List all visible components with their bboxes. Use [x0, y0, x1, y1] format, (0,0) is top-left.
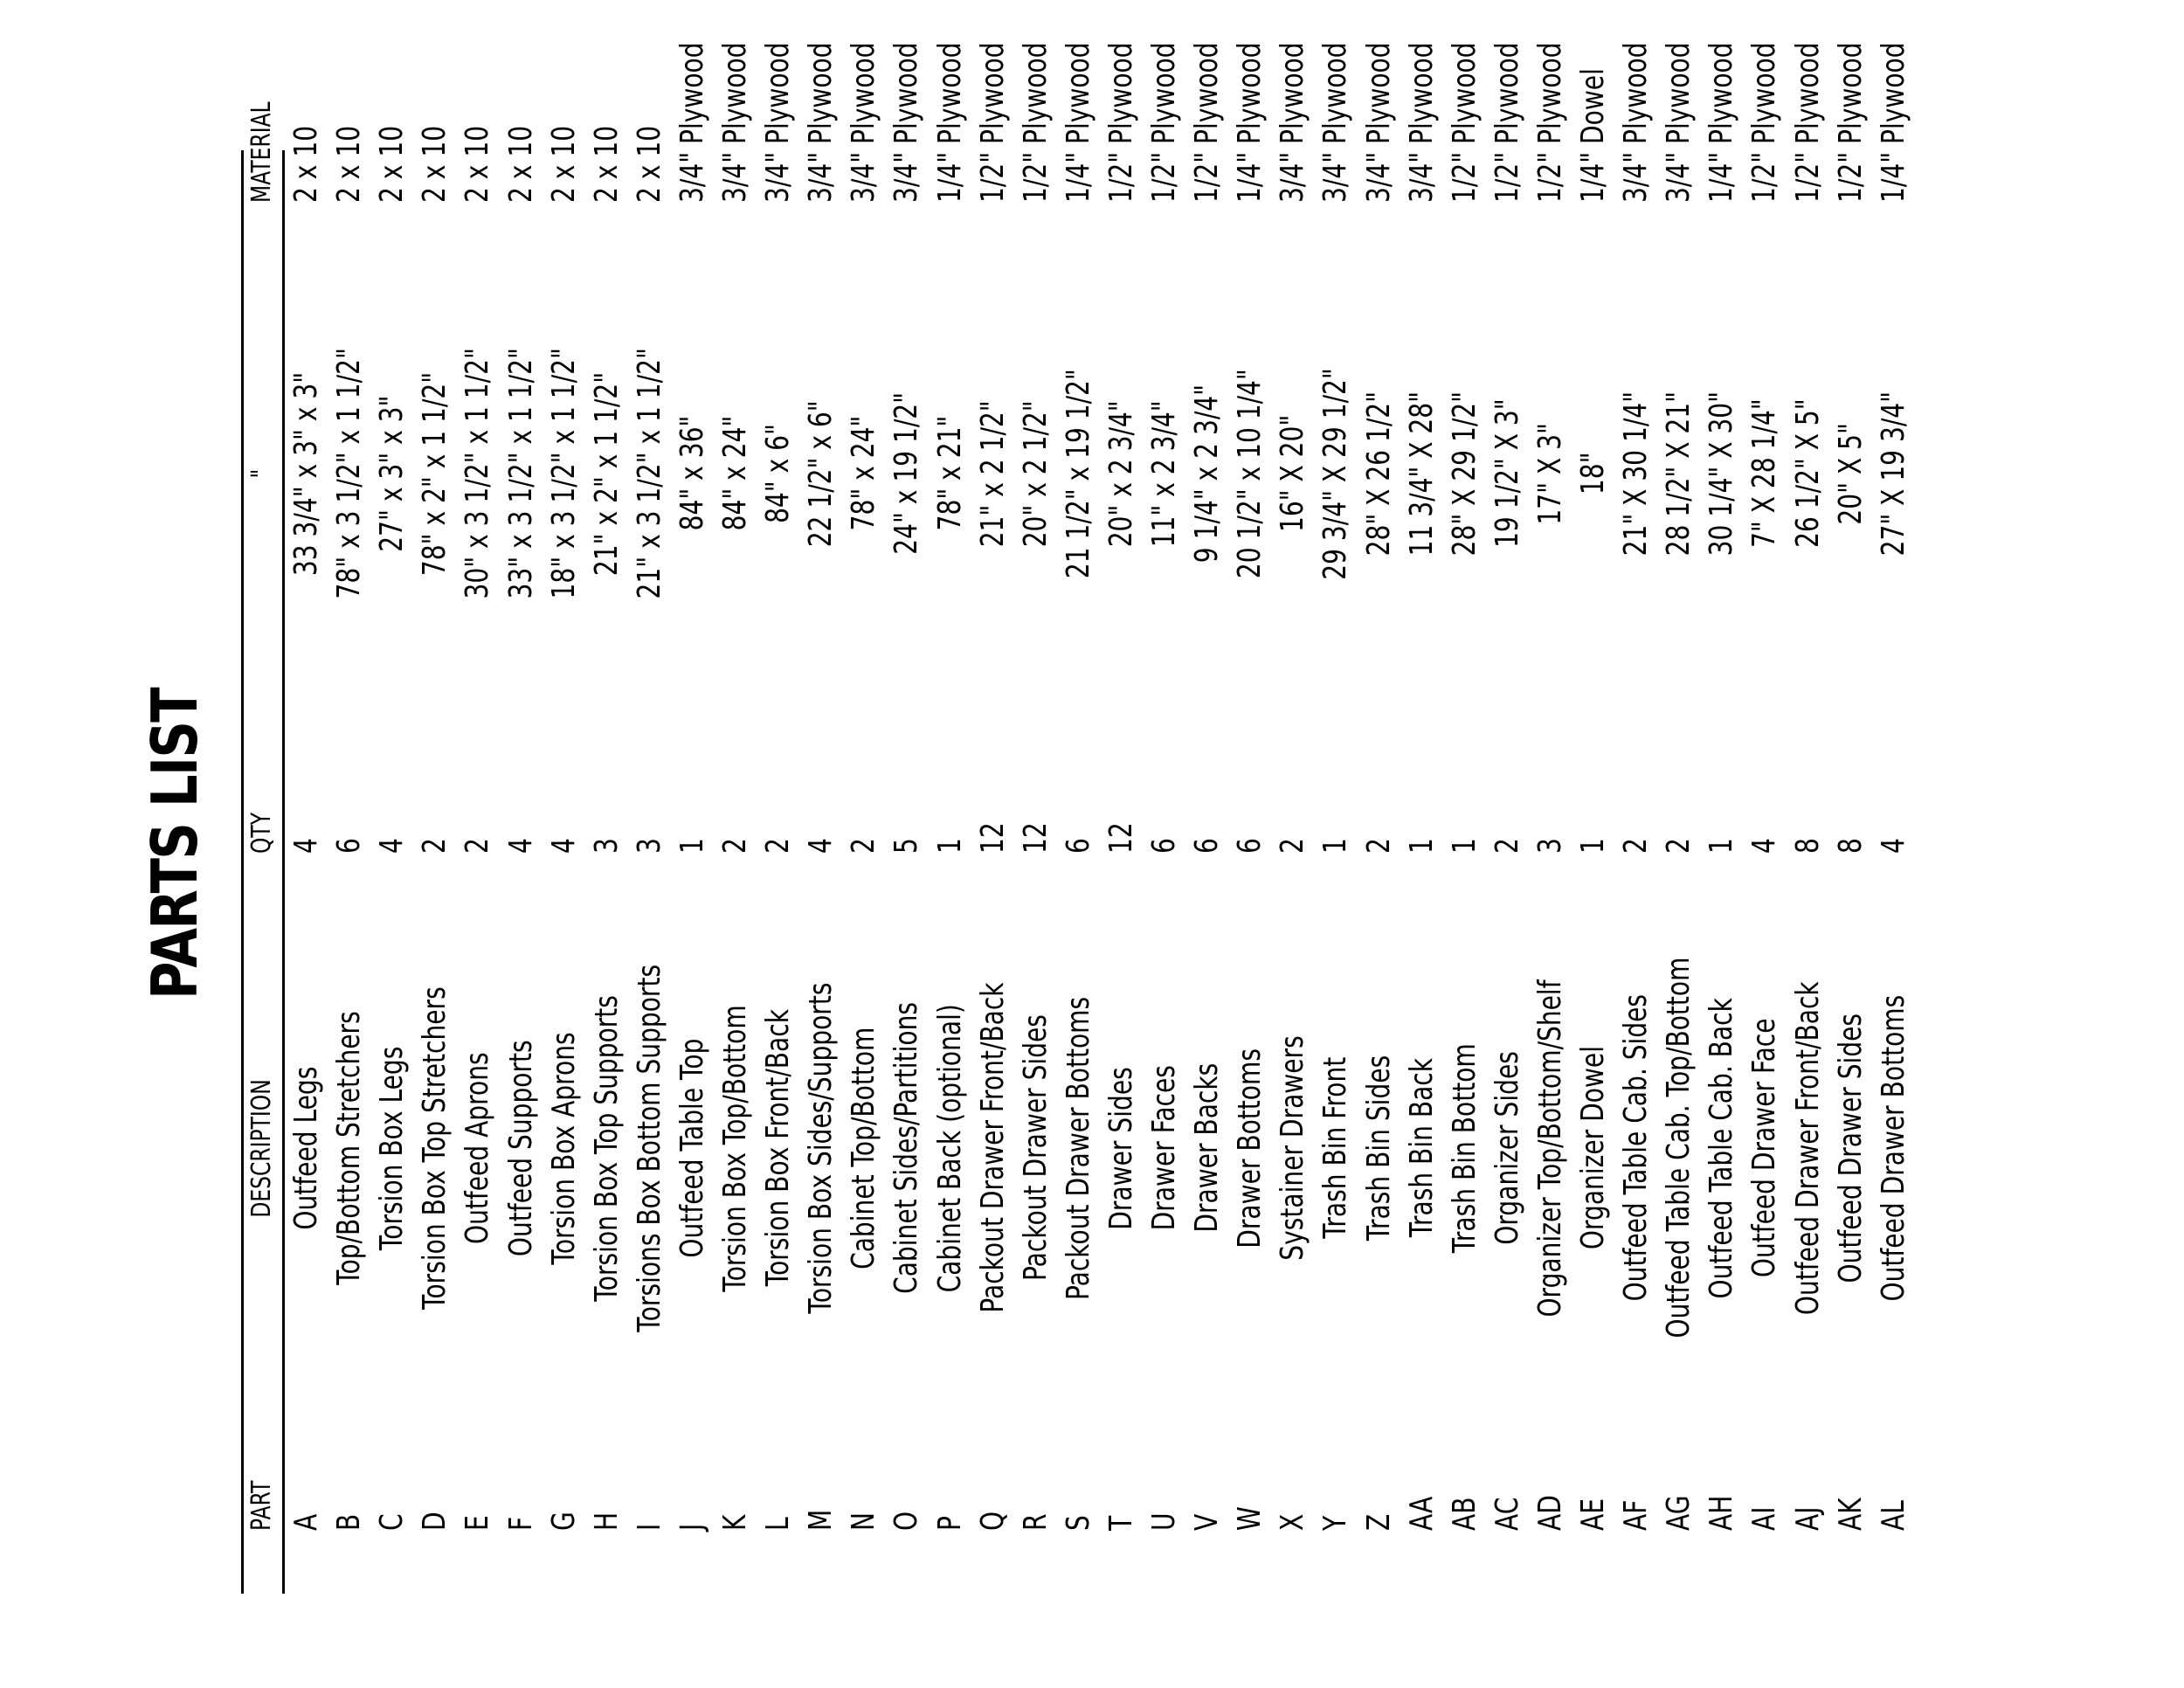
dimensions-cell: 9 1/4" x 2 3/4" — [1189, 384, 1226, 564]
material-cell: 1/2" Plywood — [1189, 42, 1226, 203]
description-cell: Organizer Dowel — [1575, 1046, 1611, 1250]
description-cell: Drawer Backs — [1189, 1063, 1226, 1233]
header-part: PART — [246, 1480, 277, 1531]
material-cell: 3/4" Plywood — [803, 42, 840, 203]
qty-cell: 1 — [1446, 838, 1482, 854]
qty-cell: 6 — [1146, 838, 1182, 854]
description-cell: Trash Bin Back — [1403, 1058, 1440, 1238]
description-cell: Outfeed Drawer Sides — [1832, 1013, 1869, 1283]
qty-cell: 1 — [1403, 838, 1440, 854]
qty-cell: 4 — [502, 838, 539, 854]
dimensions-cell: 19 1/2" X 3" — [1489, 398, 1525, 549]
material-cell: 1/4" Plywood — [1232, 42, 1268, 203]
part-cell: W — [1232, 1506, 1268, 1531]
description-cell: Trash Bin Sides — [1360, 1055, 1397, 1242]
material-cell: 1/4" Plywood — [931, 42, 968, 203]
dimensions-cell: 20" x 2 3/4" — [1102, 399, 1139, 548]
part-cell: R — [1017, 1513, 1054, 1531]
description-cell: Torsion Box Legs — [374, 1046, 411, 1250]
part-cell: X — [1275, 1513, 1311, 1531]
dimensions-cell: 21" x 3 1/2" x 1 1/2" — [631, 348, 667, 599]
qty-cell: 2 — [717, 838, 753, 854]
dimensions-cell: 30" x 3 1/2" x 1 1/2" — [460, 348, 496, 599]
qty-cell: 4 — [1746, 838, 1783, 854]
dimensions-cell: 27" x 3" x 3" — [374, 395, 411, 552]
part-cell: I — [631, 1523, 667, 1531]
description-cell: Systainer Drawers — [1275, 1035, 1311, 1261]
dimensions-cell: 30 1/4" X 30" — [1704, 391, 1740, 557]
part-cell: T — [1102, 1515, 1139, 1531]
dimensions-cell: 27" X 19 3/4" — [1875, 391, 1911, 557]
part-cell: S — [1060, 1515, 1096, 1531]
dimensions-cell: 26 1/2" X 5" — [1789, 398, 1826, 549]
qty-cell: 2 — [1618, 838, 1655, 854]
dimensions-cell: 20 1/2" x 10 1/4" — [1232, 369, 1268, 578]
qty-cell: 6 — [1189, 838, 1226, 854]
dimensions-cell: 21" x 2 1/2" — [974, 399, 1011, 548]
material-cell: 2 x 10 — [631, 125, 667, 203]
description-cell: Cabinet Sides/Partitions — [888, 1002, 925, 1294]
description-cell: Torsions Box Bottom Supports — [631, 964, 667, 1332]
description-cell: Drawer Sides — [1102, 1066, 1139, 1230]
material-cell: 2 x 10 — [502, 125, 539, 203]
description-cell: Outfeed Supports — [502, 1040, 539, 1256]
dimensions-cell: 21 1/2" x 19 1/2" — [1060, 369, 1096, 578]
part-cell: AH — [1704, 1495, 1740, 1531]
table-top-rule — [241, 150, 244, 1594]
material-cell: 2 x 10 — [288, 125, 324, 203]
material-cell: 1/4" Plywood — [1060, 42, 1096, 203]
dimensions-cell: 18" x 3 1/2" x 1 1/2" — [545, 348, 582, 599]
part-cell: M — [803, 1509, 840, 1531]
header-bottom-rule — [282, 150, 285, 1594]
part-cell: AD — [1531, 1495, 1568, 1531]
description-cell: Trash Bin Front — [1317, 1057, 1354, 1239]
header-description: DESCRIPTION — [246, 1078, 277, 1218]
description-cell: Packout Drawer Front/Back — [974, 982, 1011, 1314]
part-cell: AC — [1489, 1497, 1525, 1531]
dimensions-cell: 84" x 6" — [760, 424, 797, 523]
qty-cell: 12 — [974, 822, 1011, 854]
qty-cell: 4 — [374, 838, 411, 854]
dimensions-cell: 21" X 30 1/4" — [1618, 391, 1655, 557]
part-cell: H — [588, 1512, 625, 1531]
qty-cell: 1 — [1317, 838, 1354, 854]
description-cell: Top/Bottom Stretchers — [331, 1011, 368, 1285]
dimensions-cell: 11" x 2 3/4" — [1146, 399, 1182, 548]
header-material: MATERIAL — [246, 101, 277, 203]
dimensions-cell: 33 3/4" x 3" x 3" — [288, 371, 324, 576]
material-cell: 3/4" Plywood — [888, 42, 925, 203]
part-cell: Q — [974, 1511, 1011, 1531]
qty-cell: 8 — [1832, 838, 1869, 854]
material-cell: 3/4" Plywood — [846, 42, 882, 203]
part-cell: L — [760, 1517, 797, 1531]
part-cell: AJ — [1789, 1506, 1826, 1531]
part-cell: V — [1189, 1513, 1226, 1531]
part-cell: A — [288, 1513, 324, 1531]
description-cell: Packout Drawer Sides — [1017, 1014, 1054, 1282]
part-cell: U — [1146, 1512, 1182, 1531]
dimensions-cell: 17" X 3" — [1531, 422, 1568, 525]
material-cell: 3/4" Plywood — [1618, 42, 1655, 203]
material-cell: 1/2" Plywood — [1832, 42, 1869, 203]
dimensions-cell: 21" x 2" x 1 1/2" — [588, 371, 625, 576]
qty-cell: 1 — [1704, 838, 1740, 854]
description-cell: Torsion Box Top Stretchers — [417, 986, 453, 1310]
material-cell: 1/2" Plywood — [1489, 42, 1525, 203]
description-cell: Outfeed Legs — [288, 1066, 324, 1230]
description-cell: Outfeed Table Cab. Back — [1704, 997, 1740, 1299]
part-cell: AA — [1403, 1496, 1440, 1531]
description-cell: Outfeed Table Cab. Top/Bottom — [1661, 958, 1697, 1339]
material-cell: 3/4" Plywood — [1317, 42, 1354, 203]
part-cell: Y — [1317, 1515, 1354, 1531]
part-cell: E — [460, 1515, 496, 1531]
qty-cell: 4 — [1875, 838, 1911, 854]
description-cell: Drawer Bottoms — [1232, 1048, 1268, 1249]
material-cell: 3/4" Plywood — [760, 42, 797, 203]
material-cell: 1/2" Plywood — [974, 42, 1011, 203]
description-cell: Packout Drawer Bottoms — [1060, 996, 1096, 1300]
qty-cell: 2 — [1661, 838, 1697, 854]
description-cell: Outfeed Drawer Bottoms — [1875, 994, 1911, 1302]
description-cell: Outfeed Table Top — [674, 1038, 710, 1258]
qty-cell: 2 — [1360, 838, 1397, 854]
qty-cell: 6 — [331, 838, 368, 854]
description-cell: Torsion Box Top Supports — [588, 994, 625, 1302]
material-cell: 1/2" Plywood — [1146, 42, 1182, 203]
material-cell: 3/4" Plywood — [717, 42, 753, 203]
material-cell: 2 x 10 — [331, 125, 368, 203]
part-cell: K — [717, 1514, 753, 1531]
part-cell: G — [545, 1512, 582, 1531]
description-cell: Trash Bin Bottom — [1446, 1043, 1482, 1253]
part-cell: Z — [1360, 1513, 1397, 1531]
part-cell: AI — [1746, 1506, 1783, 1531]
dimensions-cell: 20" X 5" — [1832, 422, 1869, 525]
material-cell: 1/4" Plywood — [1875, 42, 1911, 203]
qty-cell: 8 — [1789, 838, 1826, 854]
description-cell: Outfeed Table Cab. Sides — [1618, 994, 1655, 1302]
part-cell: B — [331, 1513, 368, 1531]
material-cell: 2 x 10 — [545, 125, 582, 203]
qty-cell: 1 — [931, 838, 968, 854]
dimensions-cell: 28" X 29 1/2" — [1446, 391, 1482, 557]
part-cell: AG — [1661, 1495, 1697, 1531]
material-cell: 1/2" Plywood — [1017, 42, 1054, 203]
description-cell: Torsion Box Aprons — [545, 1031, 582, 1265]
description-cell: Torsion Box Top/Bottom — [717, 1004, 753, 1292]
qty-cell: 2 — [846, 838, 882, 854]
material-cell: 2 x 10 — [374, 125, 411, 203]
description-cell: Organizer Sides — [1489, 1051, 1525, 1245]
description-cell: Outfeed Aprons — [460, 1052, 496, 1244]
part-cell: J — [674, 1523, 710, 1531]
qty-cell: 12 — [1102, 822, 1139, 854]
qty-cell: 4 — [545, 838, 582, 854]
dimensions-cell: 78" x 21" — [931, 416, 968, 531]
dimensions-cell: 16" X 20" — [1275, 414, 1311, 533]
qty-cell: 4 — [288, 838, 324, 854]
qty-cell: 1 — [674, 838, 710, 854]
description-cell: Cabinet Top/Bottom — [846, 1027, 882, 1269]
qty-cell: 6 — [1060, 838, 1096, 854]
dimensions-cell: 11 3/4" X 28" — [1403, 391, 1440, 557]
part-cell: P — [931, 1516, 968, 1531]
material-cell: 1/2" Plywood — [1446, 42, 1482, 203]
part-cell: AB — [1446, 1497, 1482, 1531]
qty-cell: 12 — [1017, 822, 1054, 854]
header-qty: QTY — [246, 812, 277, 854]
dimensions-cell: 33" x 3 1/2" x 1 1/2" — [502, 348, 539, 599]
dimensions-cell: 7" X 28 1/4" — [1746, 398, 1783, 549]
dimensions-cell: 84" x 24" — [717, 416, 753, 531]
page-title: PARTS LIST — [138, 688, 211, 1000]
part-cell: D — [417, 1512, 453, 1531]
material-cell: 1/4" Plywood — [1704, 42, 1740, 203]
qty-cell: 2 — [1489, 838, 1525, 854]
material-cell: 3/4" Plywood — [674, 42, 710, 203]
qty-cell: 3 — [1531, 838, 1568, 854]
description-cell: Cabinet Back (optional) — [931, 1003, 968, 1293]
material-cell: 3/4" Plywood — [1403, 42, 1440, 203]
description-cell: Torsion Box Front/Back — [760, 1009, 797, 1287]
material-cell: 3/4" Plywood — [1275, 42, 1311, 203]
part-cell: N — [846, 1512, 882, 1531]
dimensions-cell: 18" — [1575, 452, 1611, 495]
part-cell: F — [502, 1516, 539, 1531]
part-cell: AL — [1875, 1500, 1911, 1531]
part-cell: AE — [1575, 1498, 1611, 1531]
material-cell: 1/2" Plywood — [1789, 42, 1826, 203]
qty-cell: 2 — [760, 838, 797, 854]
material-cell: 2 x 10 — [460, 125, 496, 203]
material-cell: 3/4" Plywood — [1360, 42, 1397, 203]
material-cell: 2 x 10 — [588, 125, 625, 203]
qty-cell: 3 — [588, 838, 625, 854]
description-cell: Outfeed Drawer Face — [1746, 1018, 1783, 1278]
qty-cell: 2 — [460, 838, 496, 854]
qty-cell: 4 — [803, 838, 840, 854]
dimensions-cell: 28" X 26 1/2" — [1360, 391, 1397, 557]
qty-cell: 3 — [631, 838, 667, 854]
description-cell: Outfeed Drawer Front/Back — [1789, 981, 1826, 1315]
qty-cell: 2 — [1275, 838, 1311, 854]
dimensions-cell: 78" x 3 1/2" x 1 1/2" — [331, 348, 368, 599]
description-cell: Torsion Box Sides/Supports — [803, 982, 840, 1314]
dimensions-cell: 28 1/2" X 21" — [1661, 391, 1697, 557]
material-cell: 1/4" Dowel — [1575, 68, 1611, 203]
description-cell: Drawer Faces — [1146, 1065, 1182, 1231]
part-cell: C — [374, 1513, 411, 1531]
part-cell: AF — [1618, 1499, 1655, 1531]
description-cell: Organizer Top/Bottom/Shelf — [1531, 979, 1568, 1318]
dimensions-cell: 24" x 19 1/2" — [888, 392, 925, 555]
dimensions-cell: 84" x 36" — [674, 416, 710, 531]
dimensions-cell: 78" x 24" — [846, 416, 882, 531]
qty-cell: 2 — [417, 838, 453, 854]
material-cell: 1/2" Plywood — [1531, 42, 1568, 203]
header-dimensions: " — [246, 468, 277, 479]
material-cell: 3/4" Plywood — [1661, 42, 1697, 203]
qty-cell: 1 — [1575, 838, 1611, 854]
qty-cell: 5 — [888, 838, 925, 854]
part-cell: O — [888, 1511, 925, 1531]
part-cell: AK — [1832, 1498, 1869, 1531]
material-cell: 1/2" Plywood — [1102, 42, 1139, 203]
material-cell: 1/2" Plywood — [1746, 42, 1783, 203]
dimensions-cell: 78" x 2" x 1 1/2" — [417, 371, 453, 576]
dimensions-cell: 20" x 2 1/2" — [1017, 399, 1054, 548]
dimensions-cell: 29 3/4" X 29 1/2" — [1317, 367, 1354, 580]
material-cell: 2 x 10 — [417, 125, 453, 203]
dimensions-cell: 22 1/2" x 6" — [803, 399, 840, 548]
qty-cell: 6 — [1232, 838, 1268, 854]
